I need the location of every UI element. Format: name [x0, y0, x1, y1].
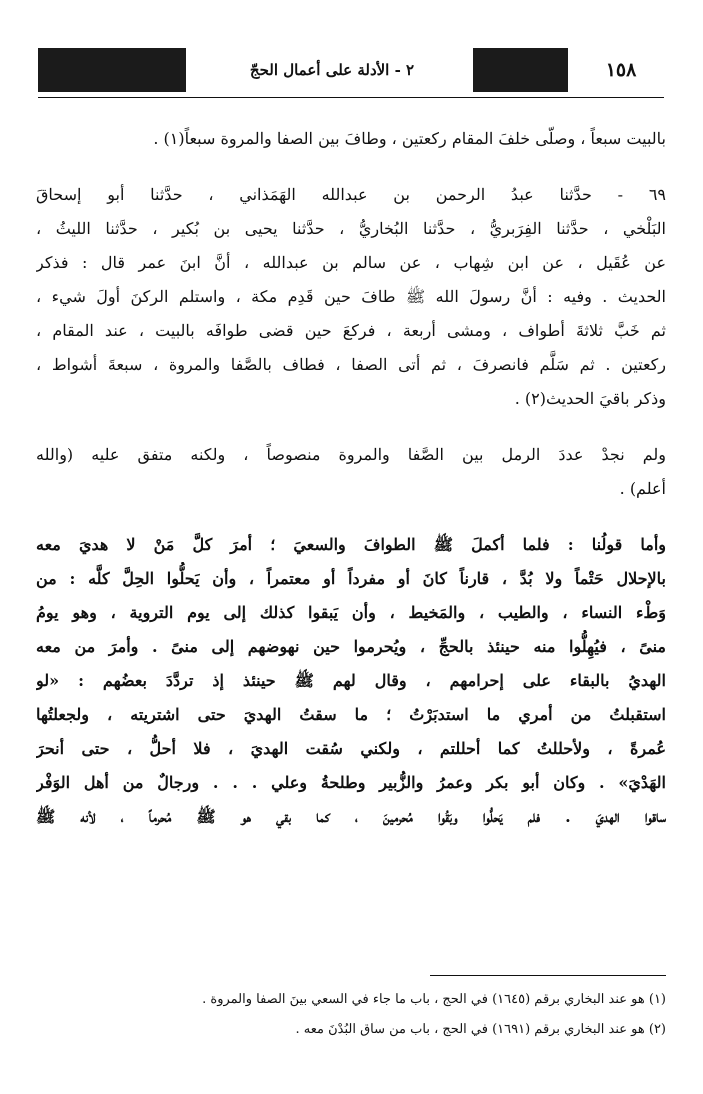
- text-line: وذكر باقيَ الحديث(٢) .: [514, 389, 666, 408]
- text-line: الهَدْيَ» . وكان أبو بكر وعمرُ والزُّبير وطلحةُ وعلي . . . ورجالٌ من أهل الوَفْر: [36, 773, 666, 792]
- text-line: عن عُقَيل ، عن ابن شِهاب ، عن سالم بن عبدالله ، أنَّ ابنَ عمر قال : فذكر: [36, 253, 666, 272]
- text-line: البَلْخي ، حدَّثنا الفِرَبريُّ ، حدَّثنا البُخاريُّ ، حدَّثنا يحيى بن بُكير ، حدَّثنا الليثُ ،: [36, 219, 666, 238]
- text-line: استقبلتُ من أمري ما استدبَرْتُ ؛ ما سقتُ الهديَ حتى اشتريته ، ولجعلتُها: [36, 705, 666, 724]
- text-line: ولم نجدْ عددَ الرمل بين الصَّفا والمروة منصوصاً ، ولكنه متفق عليه (والله: [36, 445, 666, 464]
- footnote-separator: [430, 975, 666, 976]
- text-line: عُمرةً ، ولأحللتُ كما أحللتم ، ولكني سُقت الهديَ ، فلا أحلُّ ، حتى أنحرَ: [36, 739, 666, 758]
- footnote: (٢) هو عند البخاري برقم (١٦٩١) في الحج ، باب من ساق البُدْنَ معه .: [295, 1022, 666, 1037]
- text-line: الحديث . وفيه : أنَّ رسولَ الله ﷺ طافَ حين قَدِم مكة ، واستلم الركنَ أولَ شيء ،: [36, 287, 666, 306]
- text-line: بالإحلال حَتْماً ولا بُدَّ ، قارناً كانَ أو مفرداً أو معتمراً ، وأن يَحلُّوا الحِلَّ كلَّه : من: [36, 569, 666, 588]
- text-line: منىً ، فيُهِلُّوا منه حينئذ بالحجِّ ، ويُحرموا حين نهوضهم إلى منىً . وأمرَ من معه: [36, 637, 666, 656]
- main-text: [36, 122, 666, 834]
- text-line: الهديُ بالبقاء على إحرامهم ، وقال لهم ﷺ حينئذ إذ تردَّدَ بعضُهم : «لو: [36, 671, 666, 690]
- text-line: ثم خَبَّ ثلاثةَ أطواف ، ومشى أربعة ، فركعَ حين قضى طوافَه بالبيت ، عند المقام ،: [36, 321, 666, 340]
- text-line: وأما قولُنا : فلما أكملَ ﷺ الطوافَ والسعيَ ؛ أمرَ كلَّ مَنْ لا هديَ معه: [36, 535, 666, 554]
- running-header: [38, 40, 664, 98]
- page-number: ١٥٨: [605, 59, 637, 81]
- text-line: ساقوا الهديَ . فلم يَحلُّوا وبَقُوا مُحرمينَ ، كما بقي هو ﷺ مُحرماً ، لأنه ﷺ: [36, 807, 666, 826]
- footnote: (١) هو عند البخاري برقم (١٦٤٥) في الحج ، باب ما جاء في السعي بينَ الصفا والمروة .: [202, 992, 666, 1007]
- header-rule: [38, 97, 664, 98]
- text-line: وَطْء النساء ، والطيب ، والمَخيط ، وأن يَبقوا كذلك إلى يوم التروية ، وهو يومُ: [36, 603, 666, 622]
- header-black-bar-left: [38, 48, 186, 92]
- text-line: ركعتين . ثم سَلَّم فانصرفَ ، ثم أتى الصفا ، فطاف بالصَّفا والمروة ، سبعةَ أشواط ،: [36, 355, 666, 374]
- hadith-69-line: ٦٩ - حدَّثنا عبدُ الرحمن بن عبدالله الهَمَذاني ، حدَّثنا أبو إسحاقَ: [36, 185, 666, 204]
- header-black-bar-right: [473, 48, 568, 92]
- text-line: بالبيت سبعاً ، وصلّى خلفَ المقام ركعتين ، وطافَ بين الصفا والمروة سبعاً(١) .: [153, 129, 666, 148]
- chapter-title: ٢ - الأدلة على أعمال الحجّ: [249, 61, 415, 79]
- footnotes: [36, 985, 666, 1045]
- text-line: أعلم) .: [619, 479, 666, 498]
